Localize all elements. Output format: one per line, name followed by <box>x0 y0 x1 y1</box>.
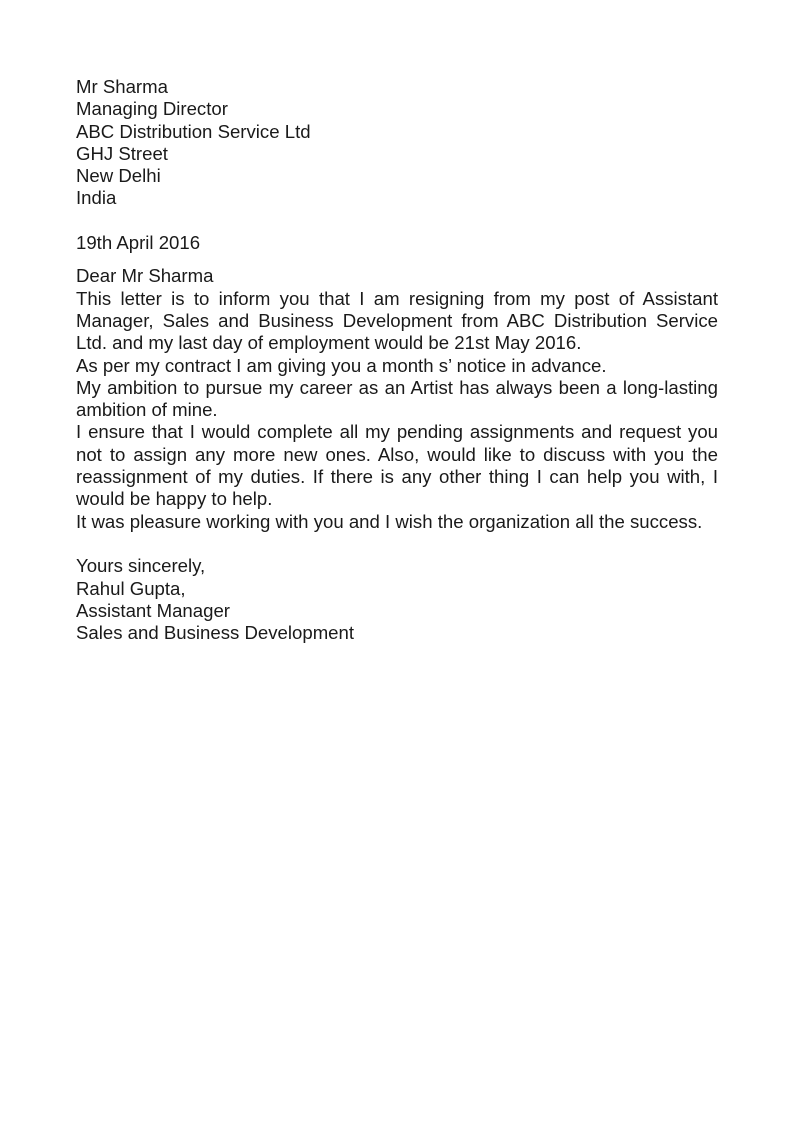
spacer <box>76 533 718 555</box>
letter-body <box>76 288 718 533</box>
body-paragraph-5: It was pleasure working with you and I wish the organization all the success. <box>76 510 703 532</box>
body-paragraph-4: I ensure that I would complete all my pending assignments and request you not to assign any more new ones. Also, would like to discuss with you the reassignment of my duties. If there is any other thing I can help you with, I would be happy to help. <box>76 421 718 510</box>
recipient-street: GHJ Street <box>76 142 168 164</box>
body-paragraph-2: As per my contract I am giving you a month s’ notice in advance. <box>76 354 607 376</box>
sender-department: Sales and Business Development <box>76 622 355 644</box>
spacer <box>76 210 718 232</box>
body-paragraph-1: This letter is to inform you that I am resigning from my post of Assistant Manager, Sales and Business Development from ABC Distribution Service Ltd. and my last day of employment would be 21st May 2016. <box>76 287 718 354</box>
letter-content <box>76 76 718 644</box>
sender-name: Rahul Gupta, <box>76 577 186 599</box>
recipient-city: New Delhi <box>76 165 161 187</box>
body-paragraph-3: My ambition to pursue my career as an Artist has always been a long-lasting ambition of mine. <box>76 376 718 421</box>
spacer <box>76 254 718 265</box>
recipient-address-block <box>76 76 718 210</box>
recipient-title: Managing Director <box>76 98 228 120</box>
recipient-name: Mr Sharma <box>76 76 168 97</box>
salutation: Dear Mr Sharma <box>76 265 214 287</box>
sign-off: Yours sincerely, <box>76 555 206 577</box>
letter-date: 19th April 2016 <box>76 232 201 254</box>
closing-block <box>76 555 718 644</box>
recipient-country: India <box>76 187 117 209</box>
sender-title: Assistant Manager <box>76 599 230 621</box>
recipient-company: ABC Distribution Service Ltd <box>76 120 311 142</box>
